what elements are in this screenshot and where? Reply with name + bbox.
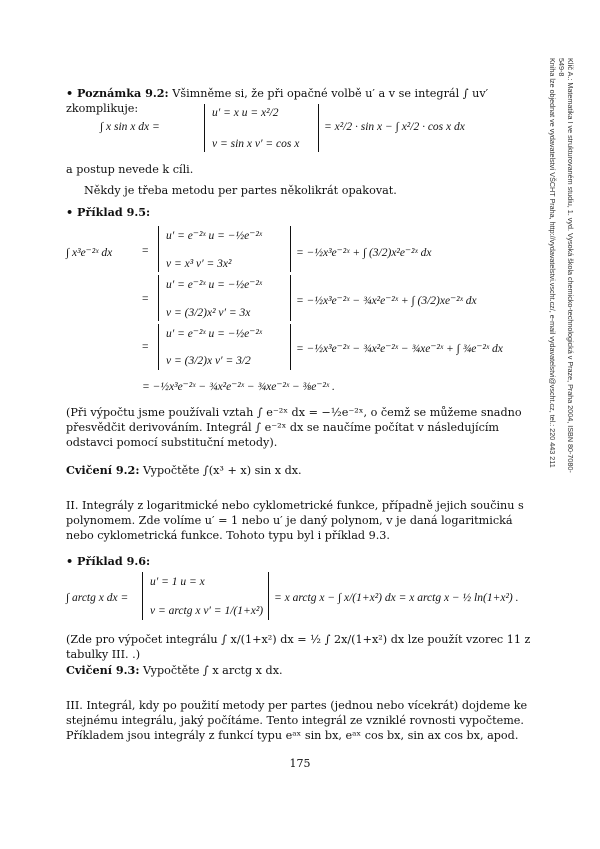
bar: [268, 572, 269, 620]
side-note-line-1: Klíč A.: Matematika I ve strukturovaném studiu, 1. vyd. Vysoká škola chemicko-technologická v Praze, Praha 2004, ISBN 80-7080-549-8: [557, 58, 575, 473]
cviceni92: [66, 463, 541, 478]
priklad96-sub2: v = arctg x v′ = 1/(1+x²): [150, 605, 264, 617]
priklad95-step1-rhs: = −½x³e⁻²ˣ + ∫ (3/2)x²e⁻²ˣ dx: [296, 247, 432, 259]
poznamka-after: a postup nevede k cíli.: [66, 163, 194, 176]
priklad95-step1-sub1: u′ = e⁻²ˣ u = −½e⁻²ˣ: [166, 230, 263, 242]
priklad95-lhs: ∫ x³e⁻²ˣ dx: [66, 247, 113, 259]
priklad95-step3-sub2: v = (3/2)x v′ = 3/2: [166, 355, 251, 367]
note95: (Při výpočtu jsme používali vztah ∫ e⁻²ˣ dx = −½e⁻²ˣ, o čemž se můžeme snadno přesvědčit derivováním. Integrál ∫ e⁻²ˣ dx se naučíme počítat v následujícím odstavci pomocí substituční metody).: [66, 406, 522, 449]
poznamka-label: • Poznámka 9.2:: [66, 86, 169, 100]
bar: [290, 275, 291, 321]
bar: [204, 104, 205, 152]
priklad96-rhs: = x arctg x − ∫ x/(1+x²) dx = x arctg x − ½ ln(1+x²) .: [274, 592, 519, 604]
priklad95-step3-rhs: = −½x³e⁻²ˣ − ¾x²e⁻²ˣ − ¾xe⁻²ˣ + ∫ ¾e⁻²ˣ dx: [296, 343, 503, 355]
side-copyright-note: [548, 58, 575, 478]
bar: [290, 324, 291, 370]
bar: [158, 275, 159, 321]
eq: =: [142, 245, 149, 257]
repeat-text: Někdy je třeba metodu per partes několikrát opakovat.: [84, 184, 397, 197]
side-note-line-2: Kniha lze objednat ve vydavatelství VŠCHT Praha, http://vydavatelstvi.vscht.cz/, e-mail vydavatelstvi@vscht.cz, tel.: 220 443 211: [548, 58, 557, 468]
priklad95-step2-rhs: = −½x³e⁻²ˣ − ¾x²e⁻²ˣ + ∫ (3/2)xe⁻²ˣ dx: [296, 295, 477, 307]
poznamka-sub2: v = sin x v′ = cos x: [212, 138, 300, 150]
bar: [290, 226, 291, 272]
bar: [158, 324, 159, 370]
poznamka-lhs: ∫ x sin x dx =: [100, 121, 160, 133]
priklad95-step2-sub1: u′ = e⁻²ˣ u = −½e⁻²ˣ: [166, 279, 263, 291]
priklad96-label: • Příklad 9.6:: [66, 554, 151, 568]
cviceni93: [66, 663, 541, 678]
poznamka-heading: [66, 86, 541, 116]
bar: [318, 104, 319, 152]
poznamka-sub1: u′ = x u = x²/2: [212, 107, 279, 119]
priklad95-final: = −½x³e⁻²ˣ − ¾x²e⁻²ˣ − ¾xe⁻²ˣ − ⅜e⁻²ˣ .: [142, 381, 335, 393]
priklad96-lhs: ∫ arctg x dx =: [66, 592, 129, 604]
priklad95-step1-sub2: v = x³ v′ = 3x²: [166, 258, 232, 270]
eq: =: [142, 293, 149, 305]
section3-text: III. Integrál, kdy po použití metody per partes (jednou nebo vícekrát) dojdeme ke stejnému integrálu, jaký počítáme. Tento integrál ze vzniklé rovnosti vypočteme. Příkladem jsou integrály z funkcí typu eᵃˣ sin bx, eᵃˣ cos bx, sin ax cos bx, apod.: [66, 699, 528, 742]
bar: [158, 226, 159, 272]
page-number: 175: [289, 757, 311, 770]
priklad96-sub1: u′ = 1 u = x: [150, 576, 205, 588]
cviceni92-label: Cvičení 9.2:: [66, 463, 140, 477]
bar: [142, 572, 143, 620]
poznamka-text: Všimněme si, že při opačné volbě u′ a v se integrál ∫ uv′ zkomplikuje:: [66, 87, 489, 115]
note96: (Zde pro výpočet integrálu ∫ x/(1+x²) dx = ½ ∫ 2x/(1+x²) dx lze použít vzorec 11 z tabulky III. .): [66, 633, 531, 661]
section2-text: II. Integrály z logaritmické nebo cyklometrické funkce, případně jejich součinu s polynomem. Zde volíme u′ = 1 nebo u′ je daný polynom, v je daná logaritmická nebo cyklometrická funkce. Tohoto typu byl i příklad 9.3.: [66, 499, 524, 542]
priklad95-step3-sub1: u′ = e⁻²ˣ u = −½e⁻²ˣ: [166, 328, 263, 340]
poznamka-rhs: = x²/2 · sin x − ∫ x²/2 · cos x dx: [324, 121, 465, 133]
cviceni93-text: Vypočtěte ∫ x arctg x dx.: [143, 664, 283, 677]
priklad95-step2-sub2: v = (3/2)x² v′ = 3x: [166, 307, 251, 319]
cviceni92-text: Vypočtěte ∫(x³ + x) sin x dx.: [143, 464, 302, 477]
priklad95-label: • Příklad 9.5:: [66, 205, 151, 219]
cviceni93-label: Cvičení 9.3:: [66, 663, 140, 677]
eq: =: [142, 341, 149, 353]
